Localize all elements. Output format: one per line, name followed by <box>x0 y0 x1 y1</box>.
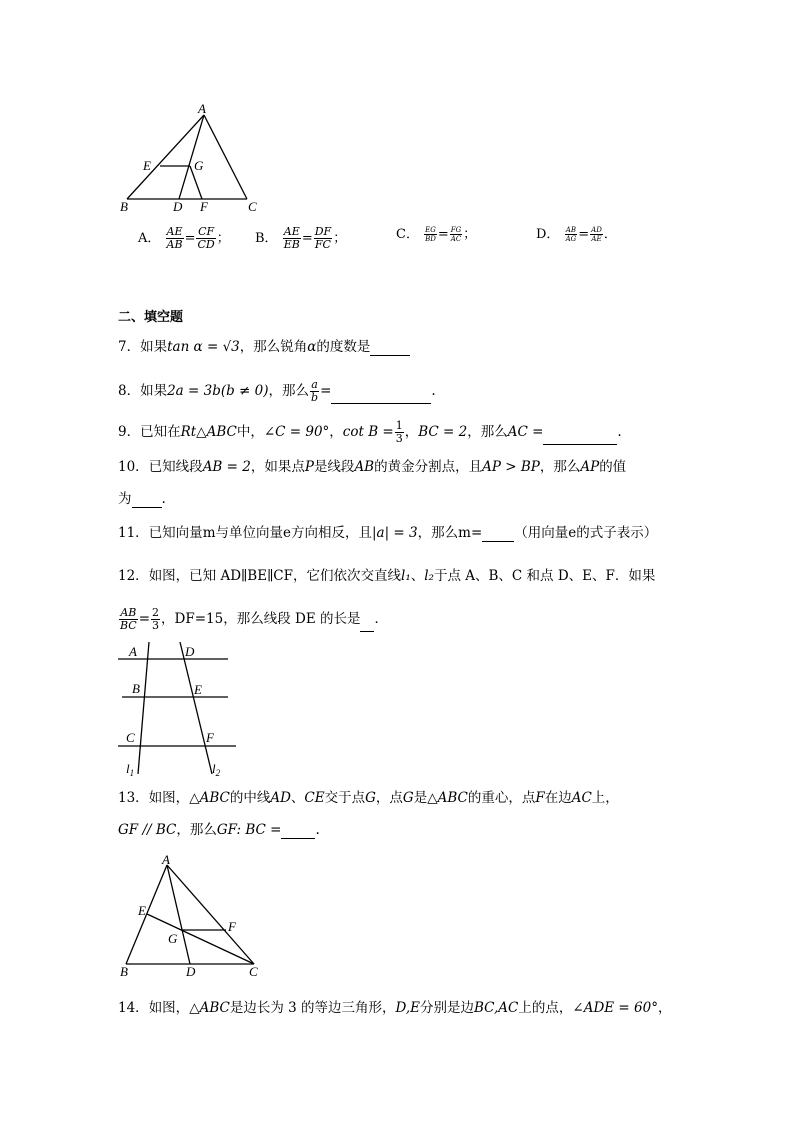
fig3-label-e: E <box>138 903 146 918</box>
question-14: 14．如图，△ABC是边长为 3 的等边三角形，D,E分别是边BC,AC上的点，∠ADE = 60°， <box>118 1000 672 1016</box>
section-title: 二、填空题 <box>118 310 184 325</box>
fig3-label-g: G <box>168 931 178 946</box>
question-12: 12．如图，已知 AD∥BE∥CF，它们依次交直线l₁、l₂于点 A、B、C 和点 D、E、F．如果 <box>118 568 656 584</box>
question-13-line-2: GF // BC，那么GF: BC = . <box>118 822 320 838</box>
fig3-label-a: A <box>162 852 170 867</box>
option-d[interactable]: D． $\frac{AB}{AG}$ = $\frac{AD}{AE}$ ． <box>536 226 617 243</box>
fig2-label-f: F <box>206 730 214 745</box>
fig1-label-c: C <box>248 199 257 214</box>
fig2-label-l2: $l_2$ <box>212 761 221 778</box>
question-11: 11．已知向量m与单位向量e方向相反，且|a| = 3，那么m= （用向量e的式子表示） <box>118 525 658 541</box>
option-a[interactable]: A． $\frac{AE}{AB}$ = $\frac{CF}{CD}$ ； <box>138 225 230 251</box>
fig2-label-l1: $l_1$ <box>126 761 135 778</box>
fig2-label-d: D <box>185 644 195 659</box>
answer-blank-7[interactable] <box>370 341 410 356</box>
fig1-label-g: G <box>194 158 204 173</box>
fig3-label-f: F <box>228 919 236 934</box>
fig2-label-c: C <box>126 730 135 745</box>
question-12-line-2: $\frac{AB}{BC}$ = $\frac{2}{3}$ ，DF=15，那么线段 DE 的长是 ． <box>120 606 388 632</box>
fig1-label-e: E <box>143 158 151 173</box>
figure-parallel-lines <box>112 638 242 780</box>
fig3-label-b: B <box>120 964 128 979</box>
fig3-label-c: C <box>249 964 258 979</box>
fig1-label-b: B <box>120 199 128 214</box>
fig1-label-d: D <box>173 199 183 214</box>
answer-blank-12[interactable] <box>360 617 374 632</box>
fig1-label-a: A <box>198 101 206 116</box>
fig2-label-e: E <box>194 682 202 697</box>
fig3-label-d: D <box>186 964 196 979</box>
option-c[interactable]: C． $\frac{EG}{BD}$ = $\frac{FG}{AC}$ ； <box>396 226 477 243</box>
fig2-label-b: B <box>132 681 140 696</box>
option-b[interactable]: B． $\frac{AE}{EB}$ = $\frac{DF}{FC}$ ； <box>255 225 347 251</box>
answer-blank-9[interactable] <box>543 430 617 445</box>
question-7: 7．如果tan α = √3，那么锐角α的度数是 <box>118 338 410 356</box>
answer-blank-11[interactable] <box>482 527 514 542</box>
figure-triangle-abc-1 <box>110 98 280 216</box>
question-13: 13．如图，△ABC的中线AD、CE交于点G，点G是△ABC的重心，点F在边AC上， <box>118 790 619 806</box>
question-8: 8．如果2a = 3b(b ≠ 0)，那么 $\frac{a}{b}$ = . <box>118 378 436 404</box>
fig1-label-f: F <box>200 199 208 214</box>
question-10-line-2: 为 . <box>118 491 166 507</box>
question-9: 9．已知在Rt△ABC中，∠C = 90°，cot B = $\frac{1}{3}$ ，BC = 2，那么AC = . <box>118 419 622 445</box>
answer-blank-8[interactable] <box>331 389 431 404</box>
fig2-label-a: A <box>129 644 137 659</box>
answer-blank-10[interactable] <box>132 493 162 508</box>
figure-triangle-abc-centroid <box>110 852 275 980</box>
question-10: 10．已知线段AB = 2，如果点P是线段AB的黄金分割点，且AP > BP，那么AP的值 <box>118 459 627 475</box>
answer-blank-13[interactable] <box>281 824 315 839</box>
